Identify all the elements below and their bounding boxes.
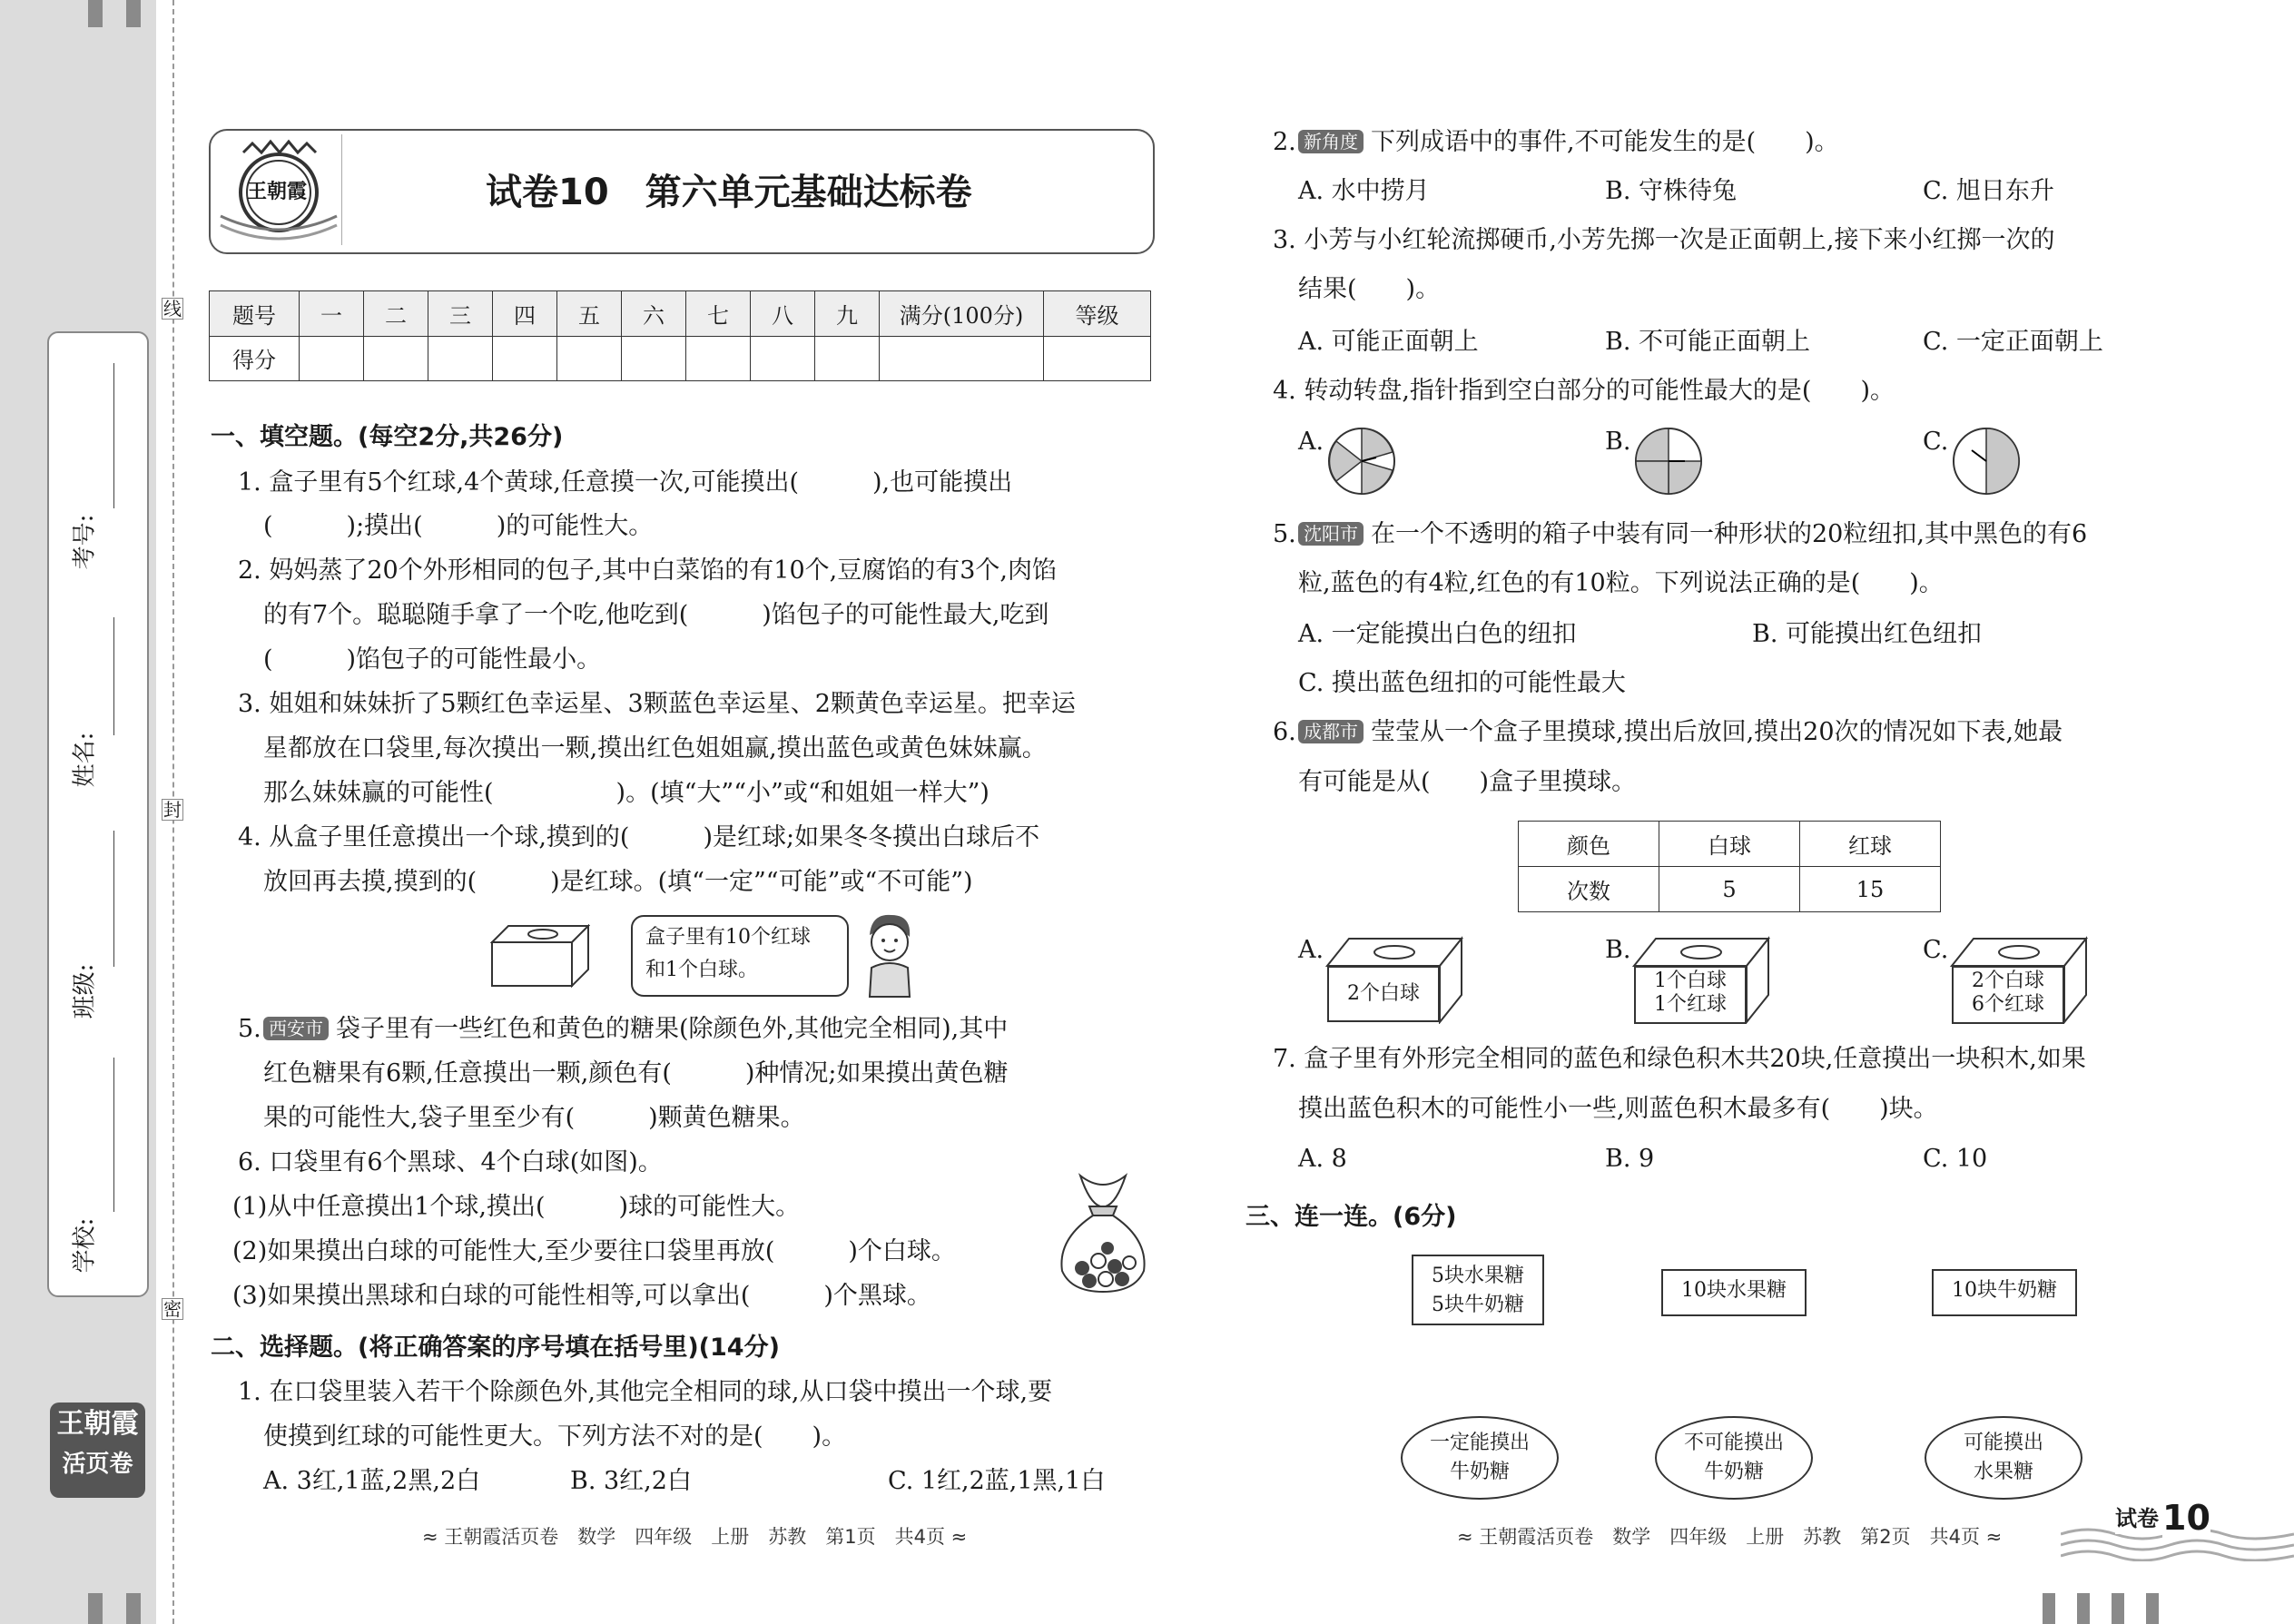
s2-q6-option[interactable]: C.	[1923, 936, 1949, 964]
ball-table-cell: 次数	[1519, 867, 1659, 912]
exam-number-badge	[2061, 1498, 2294, 1561]
s2-q3-option[interactable]: B. 不可能正面朝上	[1605, 328, 1811, 356]
score-header-cell: 二	[364, 291, 428, 337]
ball-box-c: 2个白球 6个红球	[1950, 935, 2088, 1024]
probability-oval[interactable]: 不可能摸出 牛奶糖	[1655, 1416, 1813, 1500]
s1-q5-line: 果的可能性大,袋子里至少有( )颗黄色糖果。	[263, 1104, 805, 1132]
s2-q5-line: 沈阳市 在一个不透明的箱子中装有同一种形状的20粒纽扣,其中黑色的有6	[1298, 519, 2087, 550]
exam-number: 10	[2162, 1498, 2210, 1538]
s2-q3-option[interactable]: A. 可能正面朝上	[1298, 328, 1479, 356]
candy-box[interactable]: 10块水果糖	[1661, 1269, 1807, 1316]
score-header-cell: 五	[557, 291, 622, 337]
bottom-marks	[88, 1593, 143, 1624]
score-table	[209, 290, 1151, 381]
new-angle-tag: 新角度	[1298, 130, 1364, 153]
candy-box[interactable]: 5块水果糖 5块牛奶糖	[1412, 1255, 1544, 1325]
section1-title: 一、填空题。(每空2分,共26分)	[211, 423, 564, 451]
score-header-cell: 三	[428, 291, 493, 337]
ball-table-header: 颜色	[1519, 822, 1659, 867]
s2-q5-option[interactable]: C. 摸出蓝色纽扣的可能性最大	[1298, 669, 1626, 697]
s2-q6-line: 有可能是从( )盒子里摸球。	[1298, 768, 1637, 796]
field-xingming[interactable]: 姓名:	[77, 617, 123, 799]
s2-q3-line: 结果( )。	[1298, 275, 1441, 303]
s2-q2-option[interactable]: B. 守株待兔	[1605, 177, 1738, 205]
s1-q4-line: 放回再去摸,摸到的( )是红球。(填“一定”“可能”或“不可能”)	[263, 868, 973, 896]
s2-q2-number: 2.	[1273, 128, 1296, 156]
boy-illustration	[853, 908, 926, 999]
top-marks	[88, 0, 143, 27]
spinner-a-icon	[1325, 425, 1398, 497]
bag-icon	[1053, 1166, 1153, 1294]
bottom-right-marks	[2043, 1593, 2188, 1624]
score-input-cell[interactable]	[622, 336, 686, 381]
s2-q7-option[interactable]: A. 8	[1298, 1145, 1347, 1173]
page-title: 试卷10 第六单元基础达标卷	[486, 172, 972, 213]
s2-q3-option[interactable]: C. 一定正面朝上	[1923, 328, 2103, 356]
brand-badge: 王朝霞 活页卷	[50, 1403, 145, 1498]
s1-q6-line: (1)从中任意摸出1个球,摸出( )球的可能性大。	[232, 1193, 801, 1221]
field-xuexiao[interactable]: 学校:	[77, 1058, 123, 1275]
region-tag: 成都市	[1298, 720, 1364, 743]
ball-bag-illustration	[1053, 1166, 1153, 1294]
region-tag: 沈阳市	[1298, 522, 1364, 546]
s2-q4-option[interactable]: B.	[1605, 428, 1631, 456]
s2-q7-line: 摸出蓝色积木的可能性小一些,则蓝色积木最多有( )块。	[1298, 1095, 1938, 1123]
s2-q1-line: 使摸到红球的可能性更大。下列方法不对的是( )。	[263, 1422, 847, 1451]
spinner-b-icon	[1632, 425, 1705, 497]
score-input-cell[interactable]	[815, 336, 880, 381]
s1-q6-line: (3)如果摸出黑球和白球的可能性相等,可以拿出( )个黑球。	[232, 1282, 931, 1310]
logo-text: 王朝霞	[247, 180, 308, 203]
score-input-cell[interactable]	[557, 336, 622, 381]
spinner-c-icon	[1950, 425, 2023, 497]
logo	[216, 134, 341, 245]
s1-q3-line: 那么妹妹赢的可能性( )。(填“大”“小”或“和姐姐一样大”)	[263, 779, 989, 807]
score-header-cell: 八	[751, 291, 815, 337]
boy-icon	[853, 908, 926, 999]
s1-q2-line: 2. 妈妈蒸了20个外形相同的包子,其中白菜馅的有10个,豆腐馅的有3个,肉馅	[238, 556, 1057, 585]
exam-label: 试卷	[2115, 1503, 2159, 1534]
s2-q5-number: 5.	[1273, 520, 1296, 548]
score-input-cell[interactable]	[493, 336, 557, 381]
open-box-illustration	[490, 924, 590, 988]
s2-q7-option[interactable]: B. 9	[1605, 1145, 1655, 1173]
s2-q5-option[interactable]: B. 可能摸出红色纽扣	[1752, 620, 1983, 648]
s2-q7-line: 7. 盒子里有外形完全相同的蓝色和绿色积木共20块,任意摸出一块积木,如果	[1273, 1045, 2086, 1073]
s1-q5-line: 红色糖果有6颗,任意摸出一颗,颜色有( )种情况;如果摸出黄色糖	[263, 1059, 1009, 1088]
score-header-cell: 题号	[210, 291, 300, 337]
binding-xian: 线	[163, 298, 182, 320]
s2-q2-option[interactable]: C. 旭日东升	[1923, 177, 2054, 205]
s2-q4-line: 4. 转动转盘,指针指到空白部分的可能性最大的是( )。	[1273, 377, 1895, 405]
s2-q6-line: 成都市 莹莹从一个盒子里摸球,摸出后放回,摸出20次的情况如下表,她最	[1298, 717, 2063, 748]
s2-q4-option[interactable]: A.	[1298, 428, 1324, 456]
s2-q1-line: 1. 在口袋里装入若干个除颜色外,其他完全相同的球,从口袋中摸出一个球,要	[238, 1378, 1053, 1406]
ball-table-header: 白球	[1659, 822, 1800, 867]
region-tag: 西安市	[263, 1017, 329, 1040]
section2-title: 二、选择题。(将正确答案的序号填在括号里)(14分)	[211, 1334, 780, 1362]
s1-q2-line: 的有7个。聪聪随手拿了一个吃,他吃到( )馅包子的可能性最大,吃到	[263, 601, 1049, 629]
s2-q1-option[interactable]: A. 3红,1蓝,2黑,2白	[263, 1467, 481, 1495]
score-header-cell: 满分(100分)	[880, 291, 1044, 337]
binding-mi: 密	[163, 1298, 182, 1320]
s2-q4-option[interactable]: C.	[1923, 428, 1949, 456]
s1-q6-line: (2)如果摸出白球的可能性大,至少要往口袋里再放( )个白球。	[232, 1237, 956, 1265]
s1-q5-number: 5.	[238, 1015, 261, 1043]
score-header-cell: 六	[622, 291, 686, 337]
speech-bubble: 盒子里有10个红球 和1个白球。	[631, 915, 849, 997]
ball-box-b: 1个白球 1个红球	[1632, 935, 1770, 1024]
score-row-label: 得分	[210, 336, 300, 381]
s2-q2-option[interactable]: A. 水中捞月	[1298, 177, 1430, 205]
s1-q2-line: ( )馅包子的可能性最小。	[263, 645, 602, 674]
ball-table-cell: 5	[1659, 867, 1800, 912]
footer-left: ≈ 王朝霞活页卷 数学 四年级 上册 苏教 第1页 共4页 ≈	[422, 1526, 968, 1548]
s1-q5-line: 西安市 袋子里有一些红色和黄色的糖果(除颜色外,其他完全相同),其中	[263, 1014, 1008, 1045]
s2-q1-option[interactable]: B. 3红,2白	[570, 1467, 692, 1495]
s2-q1-option[interactable]: C. 1红,2蓝,1黑,1白	[888, 1467, 1106, 1495]
score-input-cell[interactable]	[880, 336, 1044, 381]
probability-oval[interactable]: 可能摸出 水果糖	[1925, 1416, 2082, 1500]
s1-q1-line: ( );摸出( )的可能性大。	[263, 512, 654, 540]
s1-q4-line: 4. 从盒子里任意摸出一个球,摸到的( )是红球;如果冬冬摸出白球后不	[238, 823, 1040, 851]
score-input-cell[interactable]	[751, 336, 815, 381]
s2-q2-line: 新角度 下列成语中的事件,不可能发生的是( )。	[1298, 127, 1839, 158]
candy-box[interactable]: 10块牛奶糖	[1932, 1269, 2077, 1316]
binding-feng: 封	[163, 799, 182, 821]
score-input-cell[interactable]	[1044, 336, 1151, 381]
field-kaohao[interactable]: 考号:	[77, 363, 123, 599]
ball-table-header: 红球	[1800, 822, 1941, 867]
s2-q6-number: 6.	[1273, 718, 1296, 746]
s2-q7-option[interactable]: C. 10	[1923, 1145, 1988, 1173]
s2-q5-line: 粒,蓝色的有4粒,红色的有10粒。下列说法正确的是( )。	[1298, 569, 1944, 597]
score-header-cell: 等级	[1044, 291, 1151, 337]
ball-box-a: 2个白球	[1325, 935, 1463, 1024]
score-header-cell: 四	[493, 291, 557, 337]
s1-q6-line: 6. 口袋里有6个黑球、4个白球(如图)。	[238, 1148, 663, 1176]
probability-oval[interactable]: 一定能摸出 牛奶糖	[1401, 1416, 1559, 1500]
section3-title: 三、连一连。(6分)	[1245, 1203, 1457, 1231]
score-header-cell: 一	[300, 291, 364, 337]
field-banji[interactable]: 班级:	[77, 831, 123, 1030]
score-input-cell[interactable]	[300, 336, 364, 381]
score-input-cell[interactable]	[686, 336, 751, 381]
footer-right: ≈ 王朝霞活页卷 数学 四年级 上册 苏教 第2页 共4页 ≈	[1457, 1526, 2003, 1548]
score-header-cell: 九	[815, 291, 880, 337]
score-input-cell[interactable]	[428, 336, 493, 381]
s2-q6-option[interactable]: A.	[1298, 936, 1324, 964]
s2-q3-line: 3. 小芳与小红轮流掷硬币,小芳先掷一次是正面朝上,接下来小红掷一次的	[1273, 226, 2055, 254]
ball-count-table	[1518, 821, 1941, 912]
s2-q5-option[interactable]: A. 一定能摸出白色的纽扣	[1298, 620, 1577, 648]
s1-q3-line: 3. 姐姐和妹妹折了5颗红色幸运星、3颗蓝色幸运星、2颗黄色幸运星。把幸运	[238, 690, 1076, 718]
score-header-cell: 七	[686, 291, 751, 337]
s1-q3-line: 星都放在口袋里,每次摸出一颗,摸出红色姐姐赢,摸出蓝色或黄色妹妹赢。	[263, 734, 1047, 763]
s1-q1-line: 1. 盒子里有5个红球,4个黄球,任意摸一次,可能摸出( ),也可能摸出	[238, 468, 1013, 497]
ball-table-cell: 15	[1800, 867, 1941, 912]
s2-q6-option[interactable]: B.	[1605, 936, 1631, 964]
score-input-cell[interactable]	[364, 336, 428, 381]
